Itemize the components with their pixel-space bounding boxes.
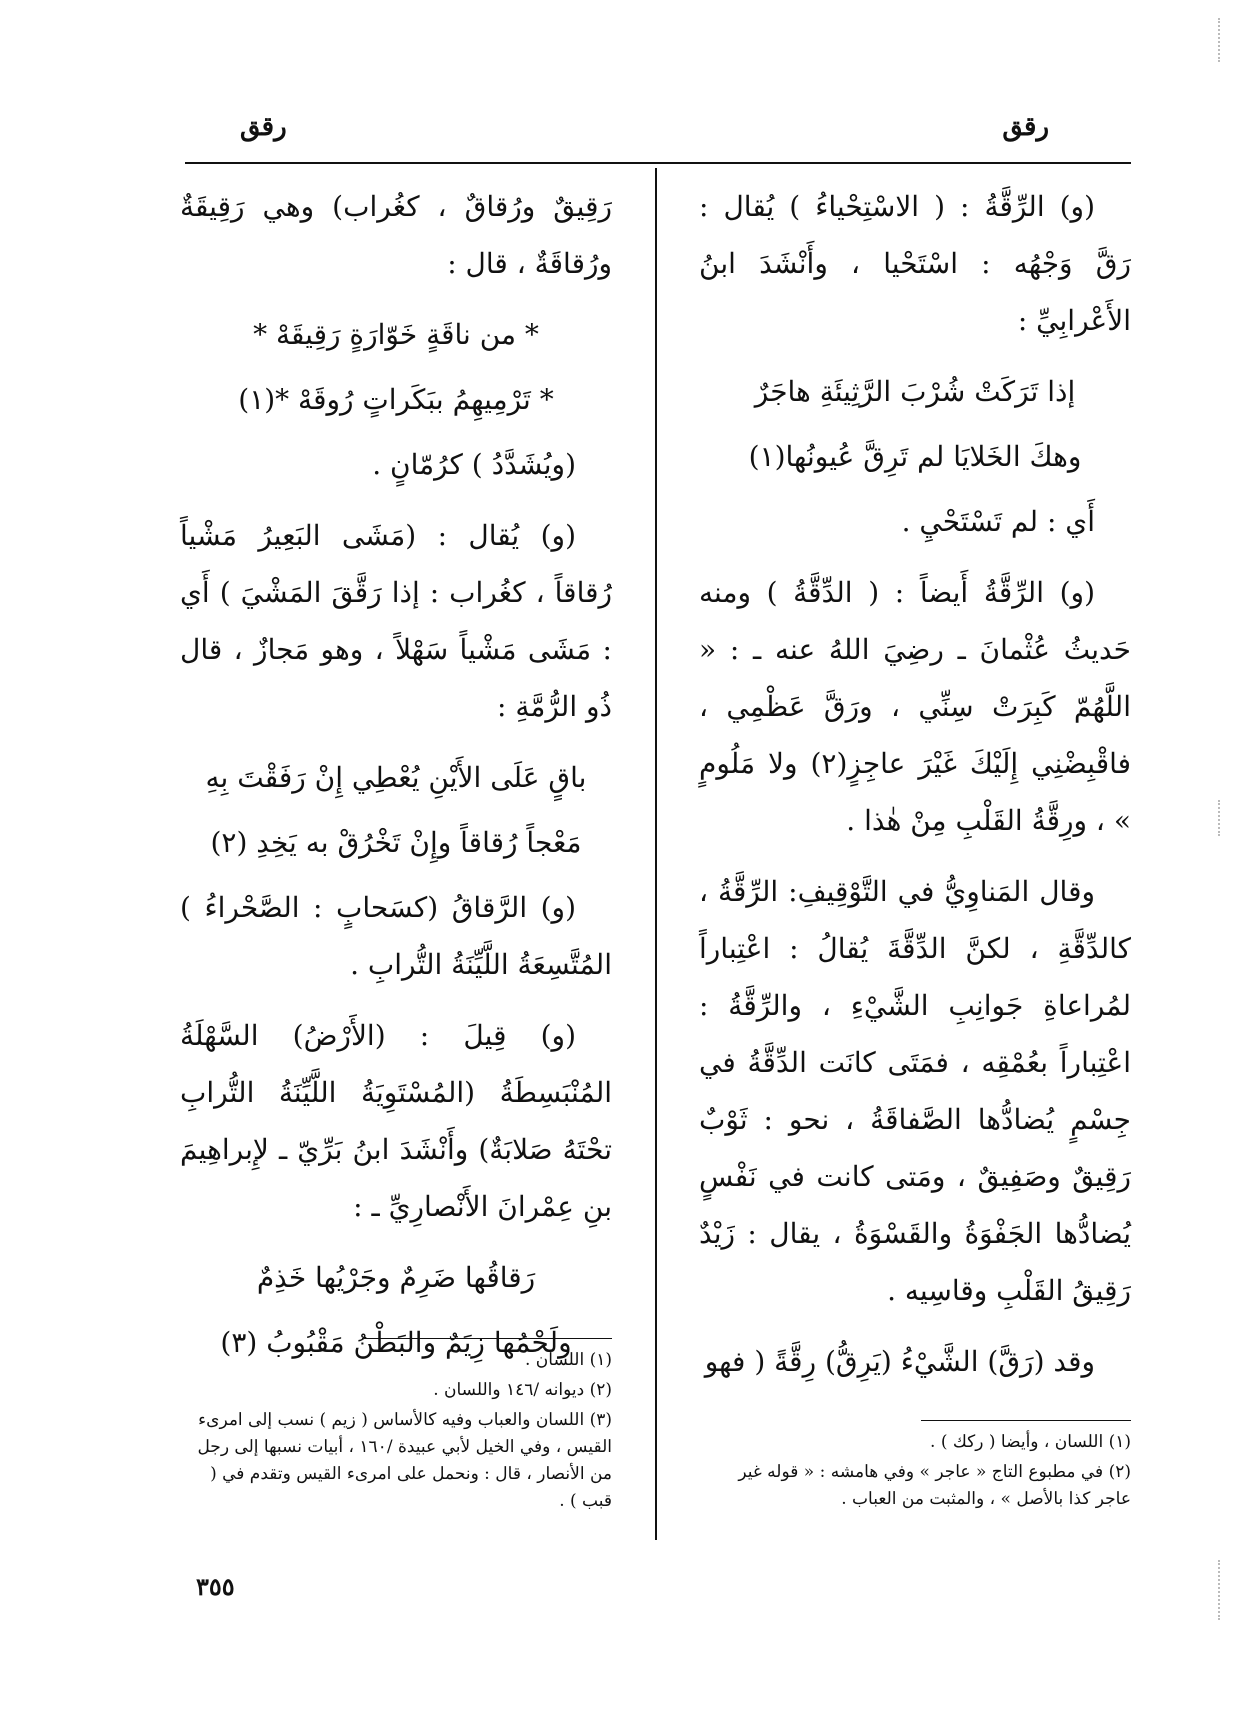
paragraph: (و) الرَّقاقُ (كسَحابٍ : الصَّحْراءُ ) المُتَّسِعَةُ اللَّيِّنَةُ التُّرابِ . [180,891,612,981]
left-footnotes [180,1338,612,1518]
paragraph: (و) الرِّقَّةُ : ( الاسْتِحْياءُ ) يُقال : رَقَّ وَجْهُه : اسْتَحْيا ، وأَنْشَدَ ابنُ الأَعْرابِيِّ : [699,190,1131,337]
footnote: (١) اللسان . [525,1350,612,1370]
verse-line: ولَحْمُها زِيَمٌ والبَطْنُ مَقْبُوبُ (٣) [220,1326,572,1359]
verse-line: رَقاقُها ضَرِمٌ وجَرْيُها خَذِمٌ [256,1261,536,1294]
verse-line: مَعْجاً رُقاقاً وإِنْ تَخْرُقْ به يَخِدِ (٢) [210,826,582,859]
footnote: (٣) اللسان والعباب وفيه كالأساس ( زيم ) نسب إلى امرىء القيس ، وفي الخيل لأبي عبيدة /١٦٠ ، أبيات نسبها إلى رجل من الأنصار ، قال : ونحمل على امرىء القيس وتقدم في ( قبب ) . [197,1410,612,1511]
paragraph: رَقِيقٌ ورُقاقٌ ، كغُراب) وهي رَقِيقَةٌ ورُقاقَةٌ ، قال : [180,190,612,280]
footnote: (٢) ديوانه /١٤٦ واللسان . [433,1380,612,1400]
footnote-rule [921,1420,1131,1421]
paragraph: (و) قِيلَ : (الأَرْضُ) السَّهْلَةُ المُنْبَسِطَةُ (المُسْتَوِيَةُ اللَّيِّنَةُ التُّرابِ تحْتَهُ صَلابَةٌ) وأَنْشَدَ ابنُ بَرِّيّ ـ لإِبراهِيمَ بنِ عِمْرانَ الأَنْصارِيِّ ـ : [180,1019,612,1223]
scan-margin-mark [1218,1560,1220,1620]
footnote: (٢) في مطبوع التاج « عاجر » وفي هامشه : « قوله غير عاجر كذا بالأصل » ، والمثبت من العباب . [738,1462,1131,1509]
verse-line: * من ناقَةٍ خَوّارَةٍ رَقِيقَهْ * [253,318,539,351]
running-head-right: رقق [1002,112,1049,142]
paragraph: (و) يُقال : (مَشَى البَعِيرُ مَشْياً رُقاقاً ، كغُراب : إذا رَقَّقَ المَشْيَ ) أَي : مَشَى مَشْياً سَهْلاً ، وهو مَجازٌ ، قال ذُو الرُّمَّةِ : [180,519,612,723]
paragraph: أَي : لم تَسْتَحْيِ . [901,505,1095,538]
paragraph: وقال المَناوِيُّ في التَّوْقِيفِ: الرِّقَّةُ ، كالدِّقَّةِ ، لكنَّ الدِّقَّةَ يُقالُ : اعْتِباراً لمُراعاةِ جَوانِبِ الشَّيْءِ ، والرِّقَّةُ : اعْتِباراً بعُمْقِه ، فمَتَى كانَت الدِّقَّةُ في جِسْمٍ يُضادُّها الصَّفاقَةُ ، نحو : ثَوْبٌ رَقِيقٌ وصَفِيقٌ ، ومَتى كانت في نَفْسٍ يُضادُّها الجَفْوَةُ والقَسْوَةُ ، يقال : زَيْدٌ رَقِيقُ القَلْبِ وقاسِيه . [699,875,1131,1307]
paragraph: (و) الرِّقَّةُ أَيضاً : ( الدِّقَّةُ ) ومنه حَديثُ عُثْمانَ ـ رضِيَ اللهُ عنه ـ : « اللَّهُمّ كَبِرَتْ سِنِّي ، ورَقَّ عَظْمِي ، فاقْبِضْنِي إِلَيْكَ غَيْرَ عاجِزٍ(٢) ولا مَلُومٍ » ، ورِقَّةُ القَلْبِ مِنْ هٰذا . [699,576,1131,837]
verse-line: وهكَ الخَلايَا لم تَرِقَّ عُيونُها(١) [748,440,1082,473]
column-divider [655,168,657,1540]
verse-line: باقٍ عَلَى الأَيْنِ يُعْطِي إِنْ رَفَقْتَ بِهِ [205,761,587,794]
footnote-rule [362,1338,612,1339]
verse-line: إذا تَرَكَتْ شُرْبَ الرَّثِيئَةِ هاجَرٌ [754,375,1076,408]
page-number: ٣٥٥ [196,1572,235,1601]
paragraph: (ويُشَدَّدُ ) كرُمّانٍ . [372,448,576,481]
paragraph: وقد (رَقَّ) الشَّيْءُ (يَرِقُّ) رِقَّةً ( فهو [704,1345,1095,1378]
scan-margin-mark [1218,800,1220,836]
running-head-left: رقق [240,112,287,142]
right-footnotes [699,1420,1131,1516]
scan-margin-mark [1218,18,1220,62]
verse-line: * تَرْمِيهِمُ ببَكَراتٍ رُوقَهْ *(١) [238,383,554,416]
left-column [180,178,612,1379]
right-column [699,178,1131,1404]
footnote: (١) اللسان ، وأيضا ( ركك ) . [930,1432,1131,1452]
header-rule [185,162,1131,164]
